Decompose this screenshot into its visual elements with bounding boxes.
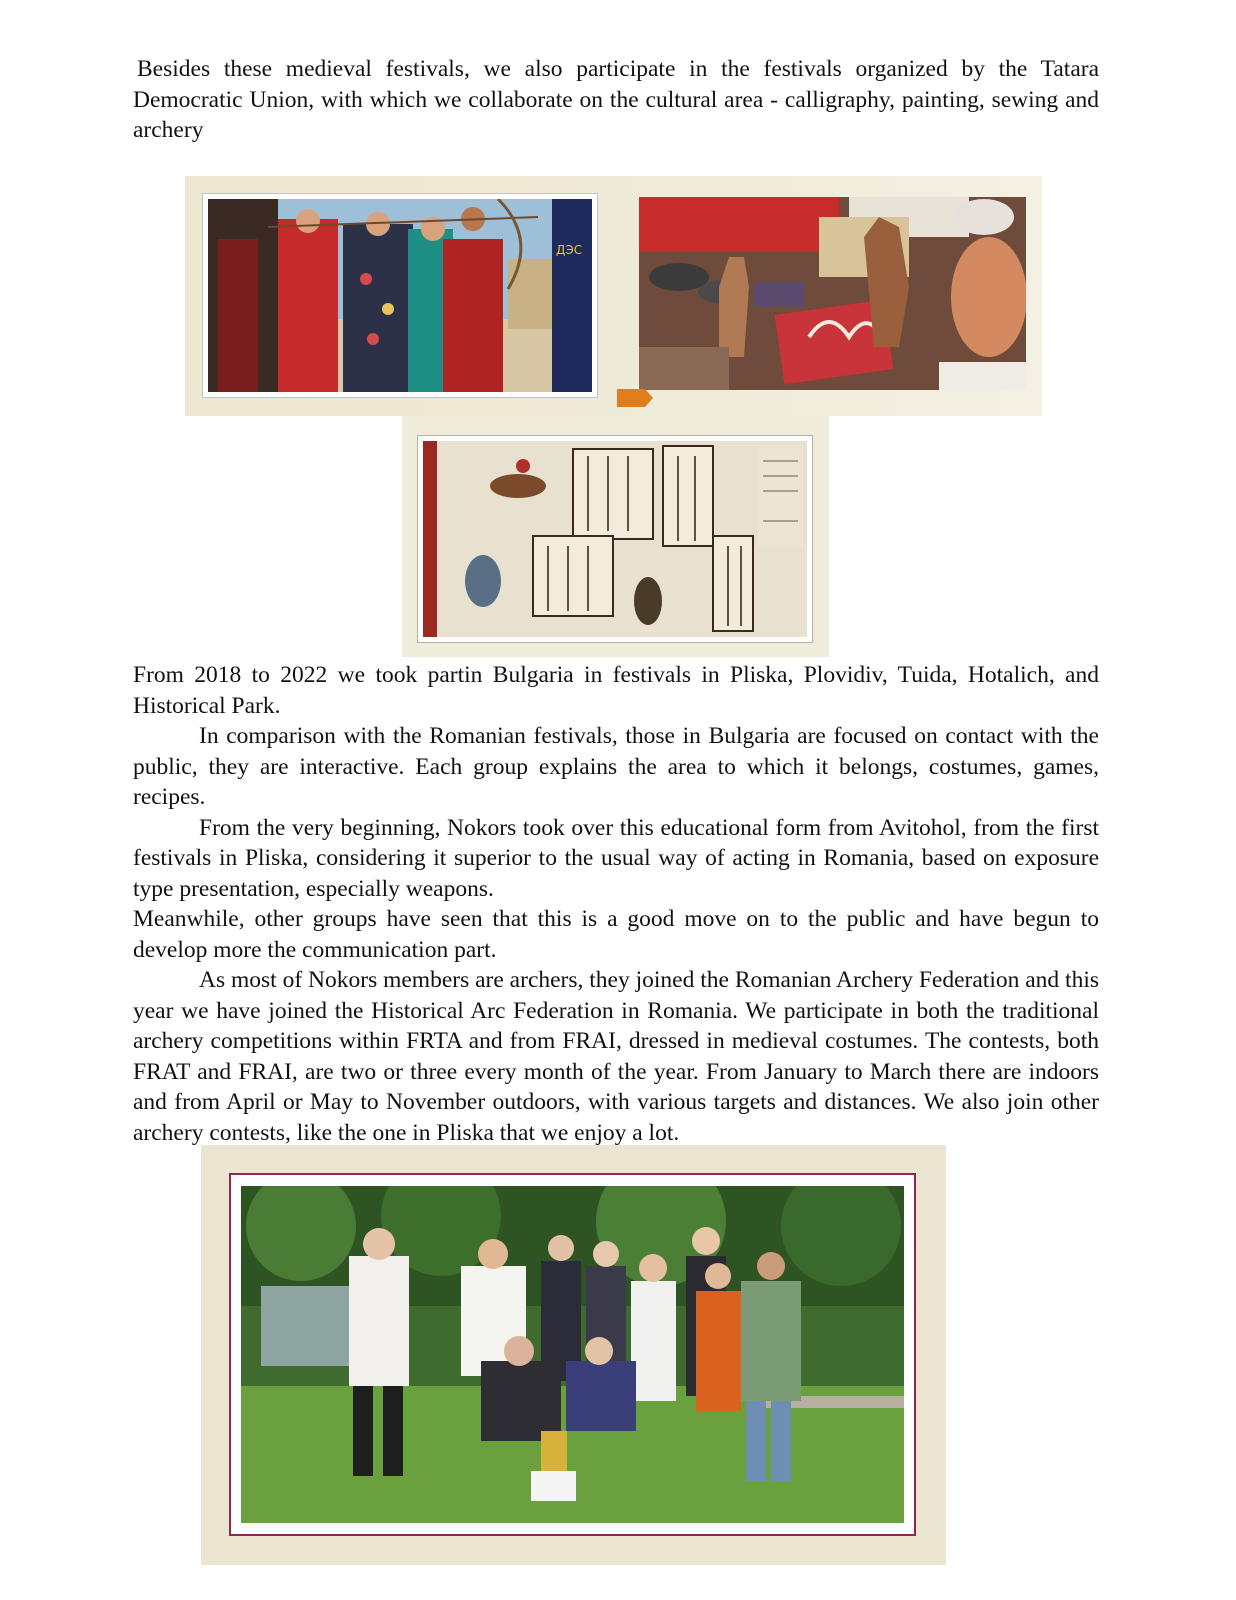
- crafts-illustration: [639, 197, 1026, 390]
- photo-border: [229, 1173, 916, 1536]
- orange-arrow-tab: [617, 389, 653, 407]
- paragraph-educational-form: From the very beginning, Nokors took over this educational form from Avitohol, from the first festivals in Pliska, considering it superior to the usual way of acting in Romania, based on exposure type presentation, especially weapons.: [133, 814, 1099, 902]
- group-photo-illustration: [241, 1186, 904, 1523]
- calligraphy-illustration: [423, 441, 807, 637]
- photo-women-archers: [202, 193, 598, 398]
- photo-calligraphy-scroll: [417, 435, 813, 643]
- paragraph-archery-federation: As most of Nokors members are archers, they joined the Romanian Archery Federation and this year we have joined the Historical Arc Federation in Romania. We participate in both the traditional archery competitions within FRTA and from FRAI, dressed in medieval costumes. The contests, both FRAT and FRAI, are two or three every month of the year. From January to March there are indoors and from April or May to November outdoors, with various targets and distances. We also join other archery contests, like the one in Pliska that we enjoy a lot.: [133, 967, 1099, 1146]
- photo-frame-group: [201, 1145, 946, 1565]
- photo-archery-team: [241, 1186, 904, 1523]
- photo-crafts-display: [639, 197, 1026, 390]
- photo-frame-festival: [185, 176, 1042, 416]
- photo-frame-calligraphy: [402, 416, 829, 657]
- intro-paragraph: Besides these medieval festivals, we also participate in the festivals organized by the Tatara Democratic Union, with which we collaborate on the cultural area - calligraphy, painting, sewing and archery: [133, 56, 1099, 143]
- paragraph-bulgaria-festivals: From 2018 to 2022 we took partin Bulgaria in festivals in Pliska, Plovidiv, Tuida, Hotalich, and Historical Park.: [133, 662, 1099, 719]
- paragraph-other-groups: Meanwhile, other groups have seen that this is a good move on to the public and have begun to develop more the communication part.: [133, 906, 1099, 963]
- banner-text: ДЭС: [556, 243, 583, 257]
- body-text: [133, 660, 1099, 1148]
- paragraph-comparison: In comparison with the Romanian festivals, those in Bulgaria are focused on contact with the public, they are interactive. Each group explains the area to which it belongs, costumes, games, recipes.: [133, 723, 1099, 810]
- archers-illustration: [208, 199, 592, 392]
